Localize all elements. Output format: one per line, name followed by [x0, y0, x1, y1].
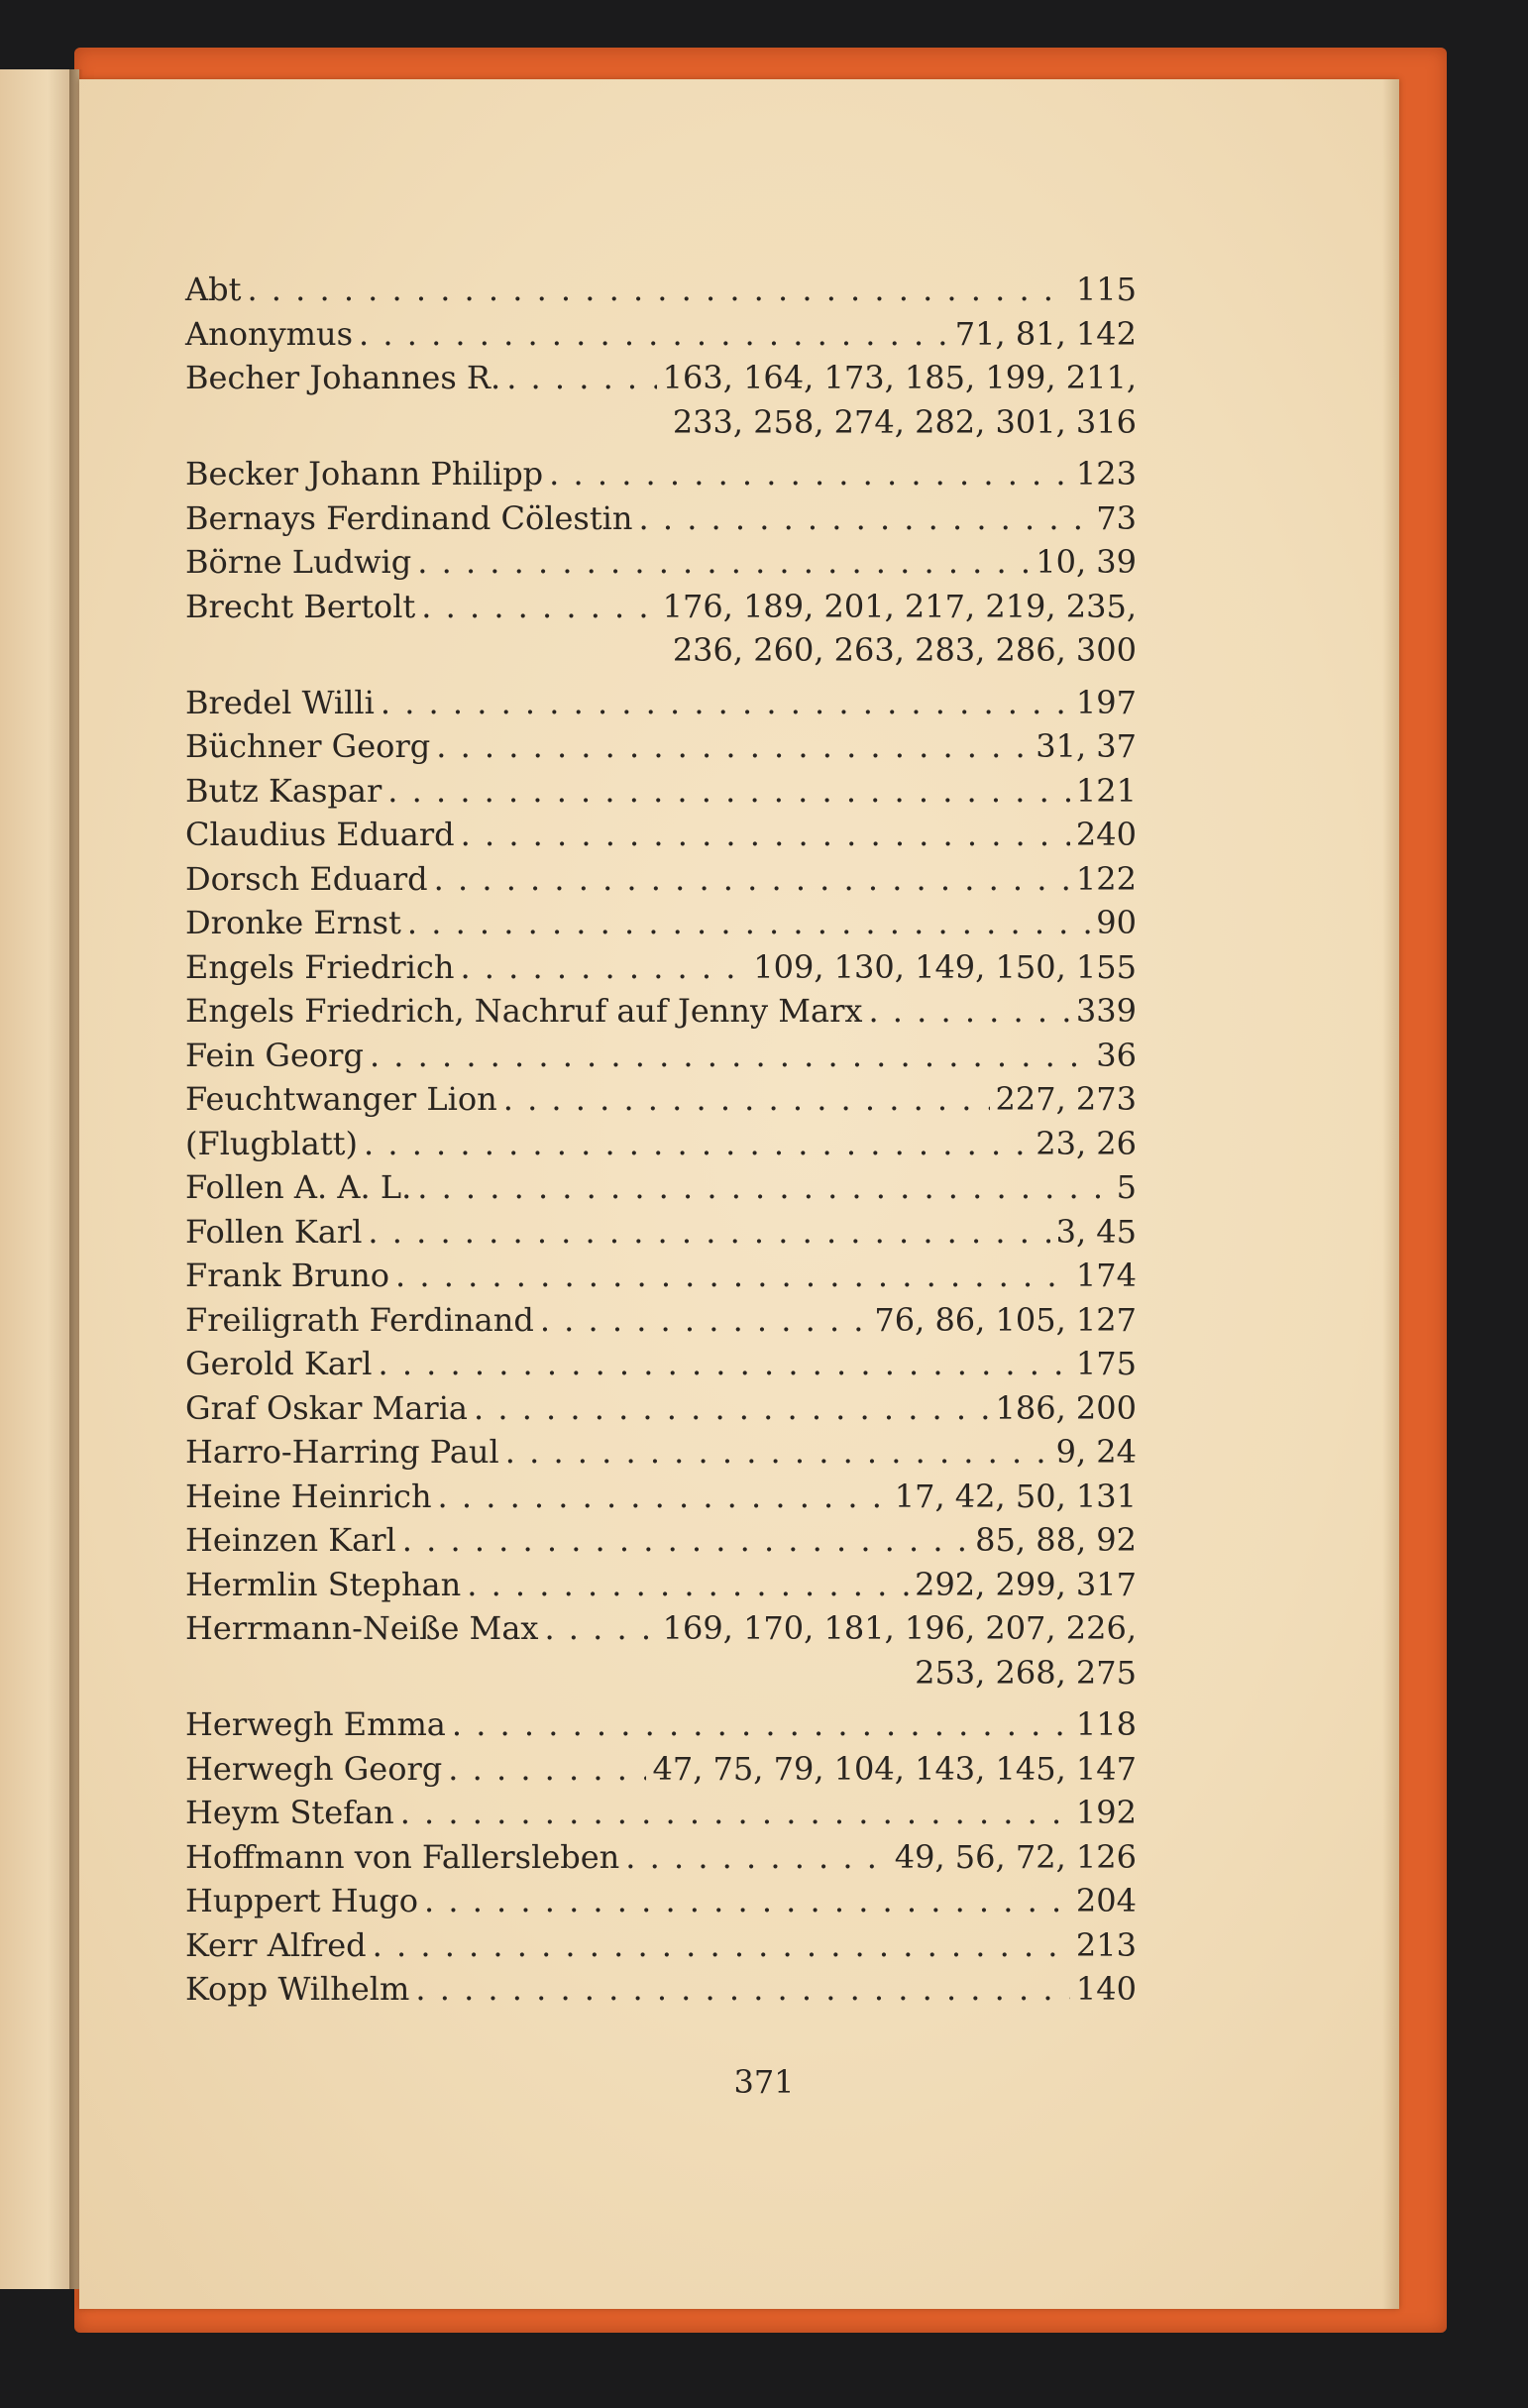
index-entry	[185, 1923, 1137, 1968]
page-references: 118	[1075, 1705, 1137, 1743]
index-entry-name: Kerr Alfred	[185, 1925, 367, 1964]
dot-leader	[373, 1923, 1070, 1968]
index-entry-name: Büchner Georg	[185, 727, 431, 765]
index-entry-pages	[996, 1077, 1138, 1122]
index-entry	[185, 1879, 1137, 1923]
dot-leader	[438, 1475, 889, 1519]
index-entry-name: Hermlin Stephan	[185, 1565, 462, 1603]
dot-leader	[503, 1077, 990, 1122]
index-entry-pages	[1036, 540, 1137, 585]
index-entry-name: Engels Friedrich, Nachruf auf Jenny Marx	[185, 992, 863, 1030]
index-entry	[185, 1791, 1137, 1835]
page-references: 90	[1096, 904, 1137, 941]
index-entry-name: Follen A. A. L.	[185, 1168, 412, 1206]
dot-leader	[474, 1386, 990, 1431]
index-entry-pages	[1076, 813, 1137, 857]
index-entry	[185, 724, 1137, 769]
page-references: 122	[1075, 859, 1137, 898]
page-references: 109, 130, 149, 150, 155	[753, 947, 1137, 986]
index-entry	[185, 1077, 1137, 1122]
page-references: 227, 273	[995, 1080, 1137, 1118]
index-entry	[185, 1430, 1137, 1475]
index-entry-name: Dronke Ernst	[185, 904, 401, 941]
index-entry	[185, 769, 1137, 814]
index-entry-pages	[663, 585, 1137, 673]
dot-leader	[461, 813, 1070, 857]
page-references: 204	[1075, 1882, 1137, 1919]
page-references: 121	[1075, 771, 1137, 810]
page-references: 36	[1096, 1036, 1137, 1074]
dot-leader	[359, 312, 949, 357]
index-entry-name: Abt	[185, 271, 242, 308]
page-references: 169, 170, 181, 196, 207, 226,	[662, 1609, 1137, 1647]
page-references: 31, 37	[1036, 727, 1137, 765]
dot-leader	[402, 1518, 969, 1563]
page-references: 163, 164, 173, 185, 199, 211,	[662, 359, 1137, 396]
index-entry-name: Harro-Harring Paul	[185, 1433, 499, 1471]
index-entry	[185, 1254, 1137, 1298]
page-number: 371	[733, 2063, 795, 2101]
index-entry-name: Herrmann-Neiße Max	[185, 1609, 539, 1647]
index-entry-name: Becher Johannes R.	[185, 359, 501, 396]
left-page-edge	[0, 69, 79, 2289]
index-entry-pages	[663, 1606, 1137, 1695]
index-entry	[185, 1386, 1137, 1431]
index-entry-name: Becker Johann Philipp	[185, 455, 544, 493]
page-references: 213	[1075, 1925, 1137, 1964]
index-entry-pages	[874, 1298, 1137, 1343]
dot-leader	[368, 1210, 1049, 1255]
index-entry	[185, 1342, 1137, 1386]
dot-leader	[415, 1967, 1070, 2012]
index-entry-pages	[1076, 769, 1137, 814]
index-entry-name: (Flugblatt)	[185, 1124, 359, 1162]
index-entry-pages	[652, 1747, 1137, 1792]
page-references: 115	[1075, 271, 1137, 308]
index-entry	[185, 1210, 1137, 1255]
index-entry-name: Kopp Wilhelm	[185, 1970, 410, 2008]
index-entry-pages	[895, 1835, 1137, 1880]
index-entry	[185, 1475, 1137, 1519]
index-entry-pages	[955, 312, 1137, 357]
index-entry	[185, 1747, 1137, 1792]
index-entry-pages	[1076, 1879, 1137, 1923]
index-entry	[185, 1563, 1137, 1607]
page-references: 73	[1096, 498, 1137, 537]
dot-leader	[407, 901, 1090, 945]
index-entry-pages	[663, 356, 1137, 444]
index-entry	[185, 585, 1137, 681]
index-entry-name: Anonymus	[185, 314, 354, 353]
dot-leader	[868, 989, 1069, 1034]
page-references: 240	[1075, 816, 1137, 853]
dot-leader	[639, 496, 1091, 541]
index-entry-pages	[1056, 1430, 1137, 1475]
dot-leader	[460, 945, 747, 990]
dot-leader	[625, 1835, 888, 1880]
page-references: 9, 24	[1055, 1433, 1137, 1471]
index-entry-name: Börne Ludwig	[185, 543, 412, 581]
page-references-continued: 253, 268, 275	[915, 1653, 1137, 1692]
page-references: 174	[1075, 1257, 1137, 1294]
page-references: 17, 42, 50, 131	[894, 1477, 1137, 1515]
page-references: 175	[1075, 1345, 1137, 1382]
page-references: 5	[1116, 1168, 1137, 1206]
index-entry	[185, 1165, 1137, 1210]
index-entry-pages	[1076, 989, 1137, 1034]
index-entry-pages	[1076, 1254, 1137, 1298]
page-references: 76, 86, 105, 127	[874, 1300, 1137, 1339]
index-entry	[185, 540, 1137, 585]
index-entry-name: Frank Bruno	[185, 1257, 390, 1294]
index-entry-name: Engels Friedrich	[185, 947, 455, 986]
page-references: 3, 45	[1055, 1212, 1137, 1251]
page-references: 192	[1075, 1794, 1137, 1831]
dot-leader	[387, 769, 1070, 814]
dot-leader	[452, 1702, 1070, 1747]
page-references: 140	[1075, 1970, 1137, 2008]
index-entry-pages	[753, 945, 1137, 990]
dot-leader	[505, 1430, 1050, 1475]
index-entry-name: Freiligrath Ferdinand	[185, 1300, 534, 1339]
dot-leader	[549, 452, 1070, 496]
index-entry	[185, 1122, 1137, 1166]
index-entry-pages	[1076, 1923, 1137, 1968]
index-entry-name: Feuchtwanger Lion	[185, 1080, 497, 1118]
page-references: 10, 39	[1036, 543, 1137, 581]
index-entry-name: Follen Karl	[185, 1212, 363, 1251]
page-references: 339	[1075, 992, 1137, 1030]
index-entry-pages	[1076, 857, 1137, 902]
dot-leader	[421, 585, 656, 629]
index-entry-name: Brecht Bertolt	[185, 587, 416, 625]
dot-leader	[540, 1298, 869, 1343]
index-entry-name: Huppert Hugo	[185, 1882, 419, 1919]
index-entry-pages	[1096, 901, 1137, 945]
index-entry-name: Claudius Eduard	[185, 816, 455, 853]
dot-leader	[436, 724, 1030, 769]
index-entry-name: Graf Oskar Maria	[185, 1388, 468, 1427]
index-entry-pages	[1117, 1165, 1137, 1210]
index-entry	[185, 452, 1137, 496]
dot-leader	[381, 681, 1070, 725]
index-entry-pages	[1096, 1034, 1137, 1078]
page-references: 71, 81, 142	[954, 314, 1137, 353]
index-entry-name: Heinzen Karl	[185, 1521, 396, 1559]
index-entry-name: Herwegh Emma	[185, 1705, 446, 1743]
index-entry	[185, 1835, 1137, 1880]
index-entry-pages	[895, 1475, 1137, 1519]
index-entry-pages	[915, 1563, 1137, 1607]
index-entry	[185, 857, 1137, 902]
page-references-continued: 236, 260, 263, 283, 286, 300	[672, 631, 1137, 669]
page-references: 49, 56, 72, 126	[894, 1837, 1137, 1876]
index-entry-name: Butz Kaspar	[185, 771, 382, 810]
page-references: 292, 299, 317	[915, 1565, 1137, 1603]
dot-leader	[434, 857, 1070, 902]
index-entry-pages	[1076, 681, 1137, 725]
page-references: 23, 26	[1036, 1124, 1137, 1162]
index-entry	[185, 1967, 1137, 2012]
index-entry-name: Heine Heinrich	[185, 1477, 432, 1515]
index-entry	[185, 312, 1137, 357]
dot-leader	[506, 356, 656, 400]
index-entry	[185, 901, 1137, 945]
index-entry	[185, 268, 1137, 312]
page-references: 186, 200	[995, 1388, 1137, 1427]
dot-leader	[247, 268, 1069, 312]
page-references-continued: 233, 258, 274, 282, 301, 316	[672, 402, 1137, 441]
page-edge-shadow	[1382, 79, 1399, 2309]
dot-leader	[395, 1254, 1070, 1298]
page-references: 85, 88, 92	[975, 1521, 1137, 1559]
index-entry	[185, 681, 1137, 725]
index-entry-name: Dorsch Eduard	[185, 859, 428, 898]
index-entry	[185, 496, 1137, 541]
index-entry-pages	[1076, 268, 1137, 312]
index-entry	[185, 1518, 1137, 1563]
index-entry-pages	[1076, 452, 1137, 496]
dot-leader	[400, 1791, 1070, 1835]
index-entry-name: Bernays Ferdinand Cölestin	[185, 498, 633, 537]
name-index-list	[185, 268, 1137, 2012]
page-references: 47, 75, 79, 104, 143, 145, 147	[652, 1749, 1137, 1788]
index-entry-pages	[975, 1518, 1137, 1563]
index-entry	[185, 813, 1137, 857]
dot-leader	[417, 540, 1030, 585]
index-entry-name: Fein Georg	[185, 1036, 364, 1074]
index-entry-name: Bredel Willi	[185, 683, 375, 721]
index-entry	[185, 945, 1137, 990]
index-entry-name: Herwegh Georg	[185, 1749, 443, 1788]
index-entry-pages	[1056, 1210, 1137, 1255]
dot-leader	[370, 1034, 1090, 1078]
dot-leader	[544, 1606, 656, 1651]
index-entry	[185, 1606, 1137, 1702]
index-entry	[185, 356, 1137, 452]
dot-leader	[417, 1165, 1110, 1210]
index-entry-pages	[1036, 1122, 1137, 1166]
index-entry-pages	[996, 1386, 1138, 1431]
index-entry-pages	[1076, 1702, 1137, 1747]
index-entry-pages	[1076, 1342, 1137, 1386]
dot-leader	[378, 1342, 1069, 1386]
dot-leader	[467, 1563, 909, 1607]
dot-leader	[364, 1122, 1030, 1166]
index-entry	[185, 1702, 1137, 1747]
page-references: 197	[1075, 683, 1137, 721]
index-entry-name: Hoffmann von Fallersleben	[185, 1837, 620, 1876]
page-references: 176, 189, 201, 217, 219, 235,	[662, 587, 1137, 625]
index-entry-name: Heym Stefan	[185, 1794, 394, 1831]
dot-leader	[424, 1879, 1070, 1923]
index-entry	[185, 1298, 1137, 1343]
index-entry	[185, 989, 1137, 1034]
index-entry-pages	[1096, 496, 1137, 541]
index-entry-name: Gerold Karl	[185, 1345, 373, 1382]
index-entry-pages	[1076, 1791, 1137, 1835]
index-entry	[185, 1034, 1137, 1078]
index-entry-pages	[1076, 1967, 1137, 2012]
dot-leader	[448, 1747, 646, 1792]
index-entry-pages	[1036, 724, 1137, 769]
page-references: 123	[1075, 455, 1137, 493]
